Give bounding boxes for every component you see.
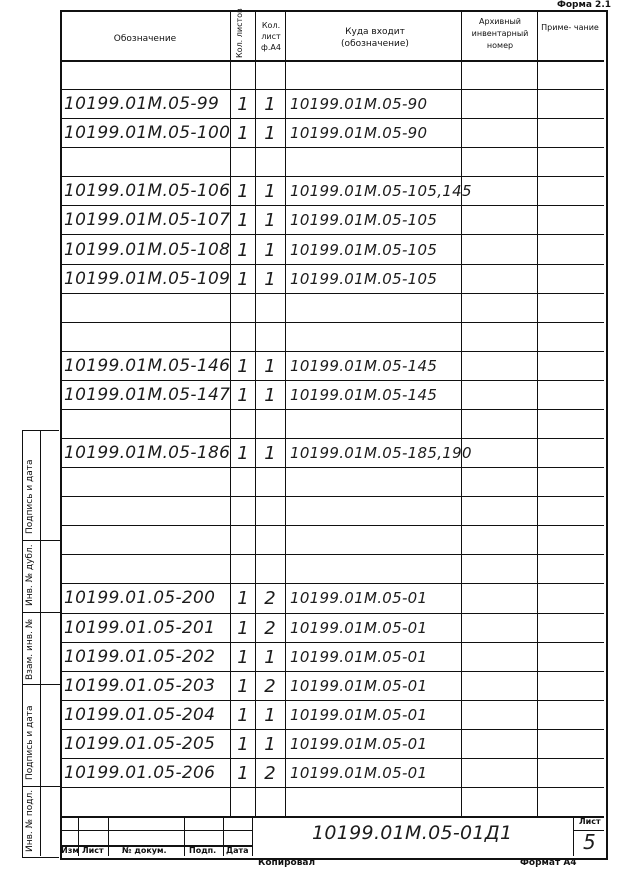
row-where-used: 10199.01M.05-01 [290,618,428,637]
row-designation: 10199.01M.05-109 [64,268,231,289]
row-a4: 1 [264,94,276,116]
row-designation: 10199.01.05-205 [64,733,216,754]
row-sheets: 1 [237,94,249,116]
side-sep-1 [22,540,60,541]
row-sheets: 1 [237,268,249,290]
row-sheets: 1 [237,617,249,639]
row-line [60,409,604,410]
row-line [60,642,604,643]
col-line-5 [537,10,538,816]
row-designation: 10199.01.05-200 [64,588,216,609]
header-sheets-count: Кол. листов [235,8,244,58]
tb-v4 [223,816,224,856]
side-sep-2 [22,612,60,613]
row-a4: 2 [264,588,276,610]
row-sheets: 1 [237,123,249,145]
row-sheets: 1 [237,210,249,232]
row-line [60,671,604,672]
row-a4: 1 [264,733,276,755]
side-label-signature-1: Подпись и дата [25,459,35,534]
row-a4: 2 [264,762,276,784]
row-line [60,496,604,497]
row-sheets: 1 [237,646,249,668]
row-designation: 10199.01M.05-106 [64,181,231,202]
col-line-2 [255,10,256,816]
row-where-used: 10199.01M.05-145 [290,356,438,375]
row-a4: 1 [264,268,276,290]
row-line [60,787,604,788]
tb-col-sign: Подп. [189,846,217,855]
col-line-3 [285,10,286,816]
title-block-top [60,816,604,818]
row-designation: 10199.01.05-204 [64,704,216,725]
row-designation: 10199.01M.05-146 [64,355,231,376]
tb-v5 [252,816,253,856]
side-label-inv-dubl: Инв. № дубл. [25,544,35,606]
row-line [60,176,604,177]
row-where-used: 10199.01M.05-90 [290,124,428,143]
row-line [60,700,604,701]
row-a4: 1 [264,384,276,406]
row-line [60,613,604,614]
row-sheets: 1 [237,181,249,203]
row-where-used: 10199.01M.05-01 [290,647,428,666]
row-line [60,758,604,759]
row-line [60,554,604,555]
tb-col-izm: Изм [61,846,79,855]
row-designation: 10199.01M.05-99 [64,94,220,115]
row-where-used: 10199.01M.05-01 [290,676,428,695]
side-label-vzam: Взам. инв. № [25,618,35,680]
row-a4: 1 [264,181,276,203]
header-separator [60,60,604,62]
row-designation: 10199.01M.05-107 [64,210,231,231]
row-a4: 1 [264,704,276,726]
side-sep-4 [22,786,60,787]
side-strip-inner [40,430,41,856]
side-label-signature-2: Подпись и дата [25,705,35,780]
side-label-inv-podl: Инв. № подл. [25,789,35,852]
row-where-used: 10199.01M.05-105,145 [290,182,472,201]
row-sheets: 1 [237,384,249,406]
tb-v2 [108,816,109,856]
row-line [60,729,604,730]
row-designation: 10199.01.05-206 [64,762,216,783]
row-a4: 1 [264,239,276,261]
row-sheets: 1 [237,762,249,784]
row-where-used: 10199.01M.05-01 [290,763,428,782]
row-sheets: 1 [237,239,249,261]
tb-col-date: Дата [226,846,249,855]
row-designation: 10199.01.05-201 [64,617,216,638]
row-where-used: 10199.01M.05-01 [290,589,428,608]
row-where-used: 10199.01M.05-90 [290,95,428,114]
row-line [60,118,604,119]
row-line [60,467,604,468]
row-line [60,264,604,265]
row-where-used: 10199.01M.05-105 [290,240,438,259]
row-where-used: 10199.01M.05-105 [290,269,438,288]
row-where-used: 10199.01M.05-185,190 [290,444,472,462]
form-label: Форма 2.1 [556,0,611,10]
row-line [60,293,604,294]
header-archive: Архивный инвентарный номер [471,17,529,50]
tb-col-list: Лист [82,846,104,855]
row-sheets: 1 [237,588,249,610]
footer-format: Формат А4 [520,858,577,868]
sheet-label: Лист [579,817,601,826]
row-line [60,147,604,148]
row-line [60,89,604,90]
row-a4: 1 [264,646,276,668]
tb-col-doc: № докум. [122,846,167,855]
row-a4: 1 [264,210,276,232]
header-where-used: Куда входит (обозначение) [341,27,409,49]
tb-v6 [573,816,574,856]
header-designation: Обозначение [113,34,177,44]
row-line [60,438,604,439]
row-sheets: 1 [237,355,249,377]
row-where-used: 10199.01M.05-105 [290,211,438,230]
row-designation: 10199.01.05-202 [64,646,216,667]
header-sheets-a4: Кол. лист ф.А4 [261,21,281,52]
row-designation: 10199.01M.05-147 [64,384,231,405]
row-sheets: 1 [237,733,249,755]
row-designation: 10199.01.05-203 [64,675,216,696]
col-line-4 [461,10,462,816]
row-line [60,234,604,235]
row-line [60,351,604,352]
row-line [60,525,604,526]
row-sheets: 1 [237,704,249,726]
row-designation: 10199.01M.05-100 [64,123,231,144]
sheet-number: 5 [583,830,597,854]
row-sheets: 1 [237,675,249,697]
header-note: Приме- чание [541,23,599,32]
row-where-used: 10199.01M.05-01 [290,705,428,724]
row-a4: 1 [264,355,276,377]
row-a4: 2 [264,617,276,639]
row-line [60,322,604,323]
row-where-used: 10199.01M.05-145 [290,385,438,404]
tb-v3 [184,816,185,856]
row-designation: 10199.01M.05-186 [64,443,231,463]
row-a4: 2 [264,675,276,697]
row-line [60,205,604,206]
row-where-used: 10199.01M.05-01 [290,734,428,753]
row-designation: 10199.01M.05-108 [64,239,231,260]
row-line [60,583,604,584]
row-sheets: 1 [237,443,249,464]
side-sep-3 [22,684,60,685]
footer-copied: Копировал [258,858,316,868]
row-line [60,380,604,381]
row-a4: 1 [264,443,276,464]
document-code: 10199.01M.05-01Д1 [312,822,513,844]
row-a4: 1 [264,123,276,145]
